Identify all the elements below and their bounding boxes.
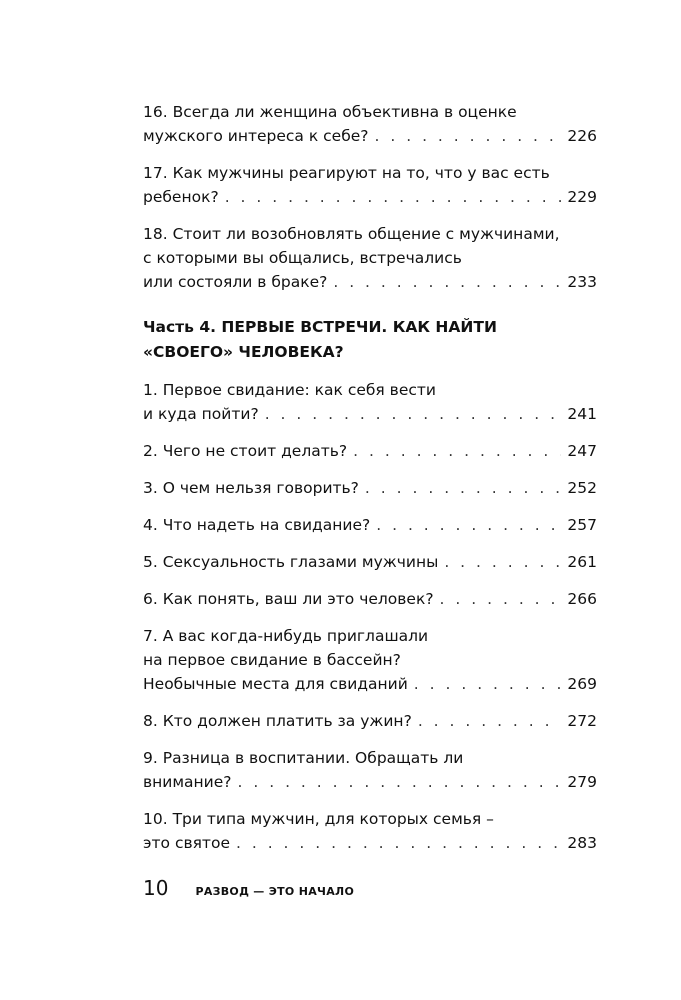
toc-entry-title-line: 7. А вас когда-нибудь приглашали <box>143 627 429 645</box>
toc-entry-title-line: и куда пойти? <box>143 405 259 423</box>
toc-page-number: 257 <box>567 516 597 534</box>
toc-entry-last-line <box>143 587 597 611</box>
toc-page-number: 279 <box>567 773 597 791</box>
toc-entry-title-line: ребенок? <box>143 188 219 206</box>
dot-leader <box>444 550 561 574</box>
toc-page-number: 229 <box>567 188 597 206</box>
toc-entry <box>143 513 597 537</box>
toc-entry-title-line: 3. О чем нельзя говорить? <box>143 479 359 497</box>
toc-entry-title-line: 4. Что надеть на свидание? <box>143 516 371 534</box>
toc-entry <box>143 807 597 855</box>
toc-entry-title-line: внимание? <box>143 773 232 791</box>
part-heading <box>143 315 597 365</box>
dot-leader <box>440 587 562 611</box>
toc-entry-title-line: 18. Стоит ли возобновлять общение с мужчинами, <box>143 225 560 243</box>
toc-entry-title-line: 9. Разница в воспитании. Обращать ли <box>143 749 464 767</box>
toc-entry-title-line: с которыми вы общались, встречались <box>143 249 462 267</box>
toc-page-number: 283 <box>567 834 597 852</box>
dot-leader <box>238 770 562 794</box>
toc-page-number: 269 <box>567 675 597 693</box>
toc-entry <box>143 746 597 794</box>
dot-leader <box>236 831 561 855</box>
toc-entry <box>143 550 597 574</box>
toc-entry <box>143 709 597 733</box>
toc-entry-title-line: 8. Кто должен платить за ужин? <box>143 712 412 730</box>
dot-leader <box>418 709 562 733</box>
dot-leader <box>375 124 562 148</box>
toc-entry-last-line <box>143 550 597 574</box>
toc-entry-title-line: это святое <box>143 834 230 852</box>
table-of-contents <box>143 100 597 868</box>
toc-entry <box>143 439 597 463</box>
toc-entry-last-line <box>143 672 597 696</box>
dot-leader <box>376 513 561 537</box>
toc-page-number: 226 <box>567 127 597 145</box>
page-footer <box>143 876 354 900</box>
toc-entry-last-line <box>143 831 597 855</box>
toc-page-number: 233 <box>567 273 597 291</box>
toc-entry-title-line: на первое свидание в бассейн? <box>143 651 401 669</box>
toc-entry-title-line: или состояли в браке? <box>143 273 328 291</box>
toc-page-number: 266 <box>567 590 597 608</box>
toc-entry <box>143 587 597 611</box>
toc-page-number: 247 <box>567 442 597 460</box>
toc-entry <box>143 161 597 209</box>
toc-entry-last-line <box>143 270 597 294</box>
toc-entry-title-line: 1. Первое свидание: как себя вести <box>143 381 436 399</box>
toc-entry-title-line: 10. Три типа мужчин, для которых семья – <box>143 810 494 828</box>
toc-entry-title-line: Необычные места для свиданий <box>143 675 408 693</box>
toc-entry <box>143 378 597 426</box>
running-head: РАЗВОД — ЭТО НАЧАЛО <box>195 885 355 898</box>
page-number: 10 <box>143 876 169 900</box>
toc-entry <box>143 476 597 500</box>
dot-leader <box>333 270 561 294</box>
toc-entry-last-line <box>143 185 597 209</box>
toc-page-number: 252 <box>567 479 597 497</box>
toc-page-number: 241 <box>567 405 597 423</box>
toc-entry-title-line: мужского интереса к себе? <box>143 127 369 145</box>
toc-entry-last-line <box>143 513 597 537</box>
toc-entry <box>143 222 597 294</box>
toc-entry-last-line <box>143 770 597 794</box>
dot-leader <box>365 476 561 500</box>
dot-leader <box>265 402 562 426</box>
toc-entry-last-line <box>143 402 597 426</box>
toc-entry-last-line <box>143 124 597 148</box>
toc-entries-part4 <box>143 378 597 855</box>
toc-entry-title-line: 16. Всегда ли женщина объективна в оценке <box>143 103 517 121</box>
dot-leader <box>353 439 561 463</box>
toc-entries-part3 <box>143 100 597 294</box>
dot-leader <box>225 185 562 209</box>
toc-entry <box>143 100 597 148</box>
toc-page-number: 272 <box>567 712 597 730</box>
part-heading-line: «СВОЕГО» ЧЕЛОВЕКА? <box>143 343 344 361</box>
toc-entry-title-line: 2. Чего не стоит делать? <box>143 442 348 460</box>
toc-entry-title-line: 6. Как понять, ваш ли это человек? <box>143 590 434 608</box>
toc-entry <box>143 624 597 696</box>
toc-entry-last-line <box>143 709 597 733</box>
dot-leader <box>414 672 562 696</box>
toc-entry-last-line <box>143 476 597 500</box>
toc-entry-title-line: 5. Сексуальность глазами мужчины <box>143 553 439 571</box>
toc-page-number: 261 <box>567 553 597 571</box>
toc-entry-title-line: 17. Как мужчины реагируют на то, что у вас есть <box>143 164 550 182</box>
toc-entry-last-line <box>143 439 597 463</box>
part-heading-line: Часть 4. ПЕРВЫЕ ВСТРЕЧИ. КАК НАЙТИ <box>143 318 497 336</box>
